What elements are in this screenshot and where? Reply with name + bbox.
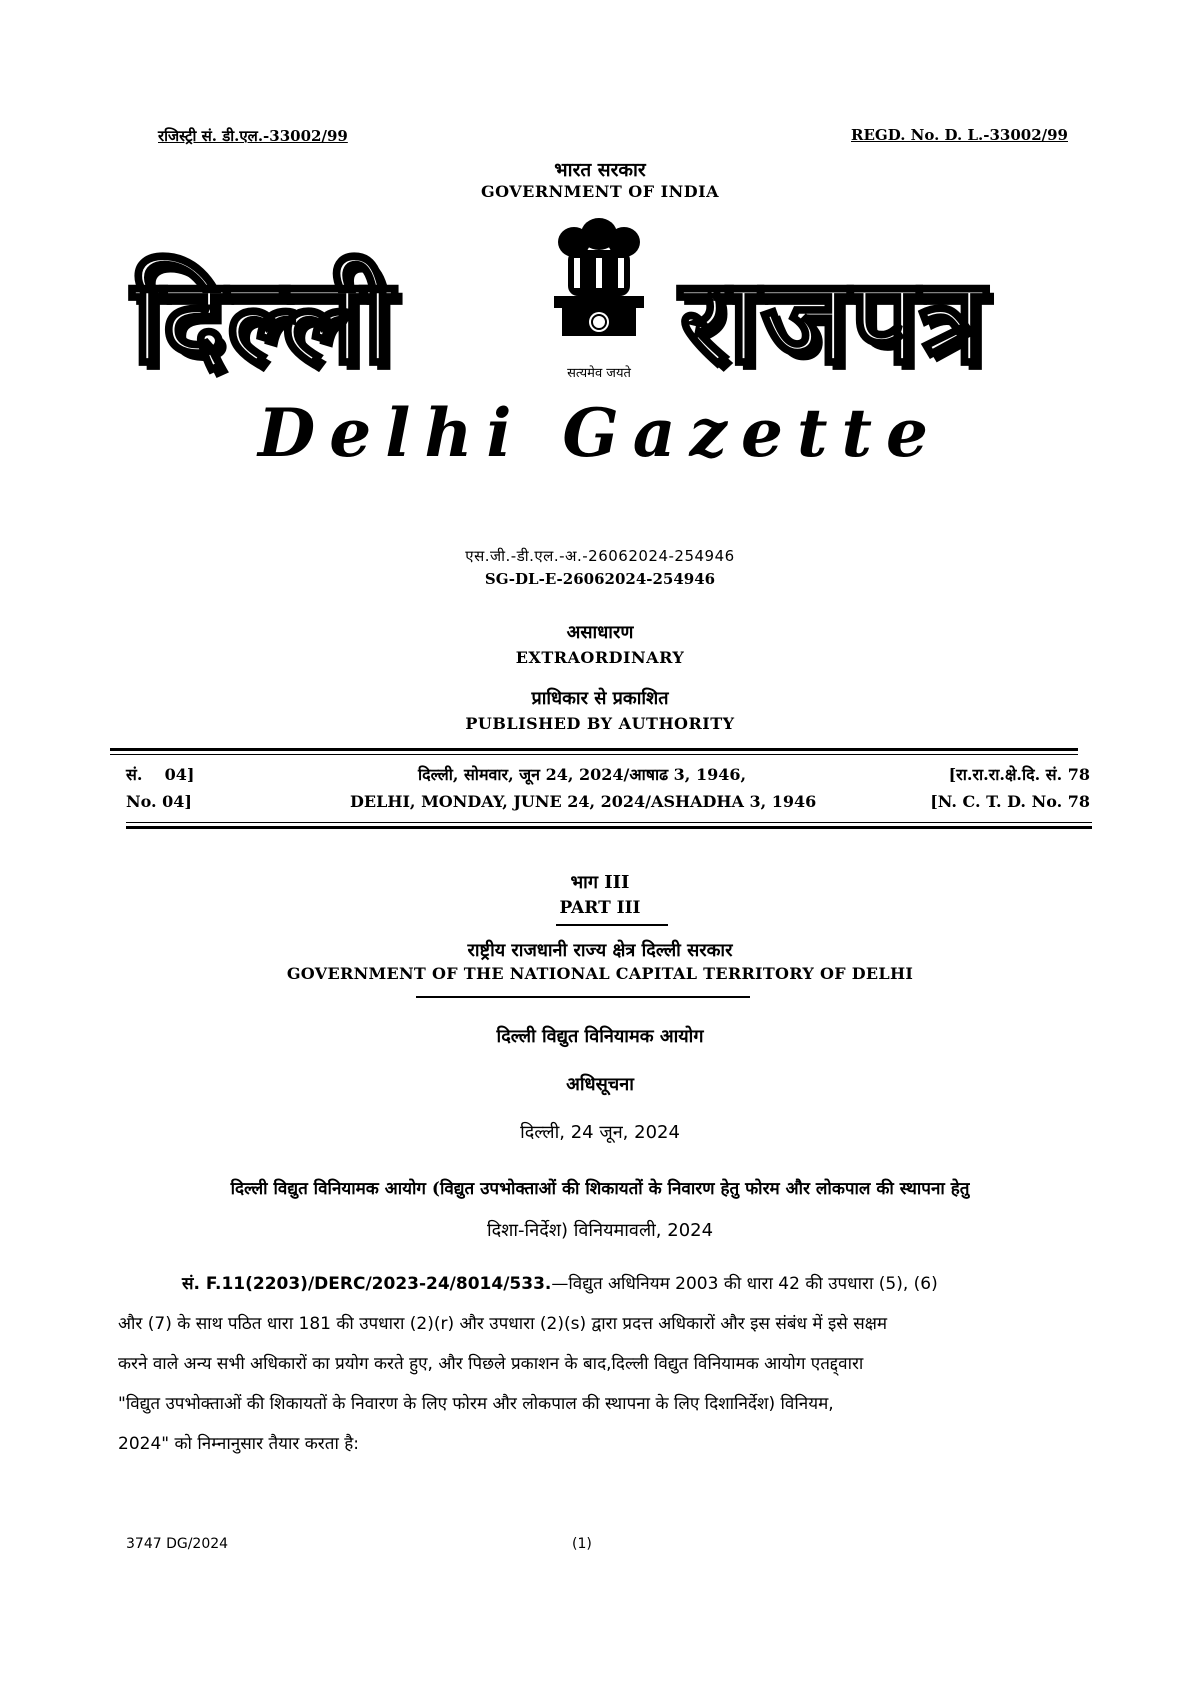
body-line-2: और (7) के साथ पठित धारा 181 की उपधारा (2)(r) और उपधारा (2)(s) द्वारा प्रदत्त अधिकारों और इस संबंध में इसे सक्षम — [118, 1314, 888, 1334]
notification-heading: अधिसूचना — [566, 1074, 634, 1095]
place-date: दिल्ली, 24 जून, 2024 — [520, 1122, 680, 1143]
issue-nctd-english: [N. C. T. D. No. 78 — [930, 792, 1090, 811]
government-hindi: भारत सरकार — [554, 159, 646, 181]
registration-hindi: रजिस्ट्री सं. डी.एल.-33002/99 — [158, 127, 348, 145]
body-line-5: 2024" को निम्नानुसार तैयार करता है: — [118, 1434, 360, 1454]
issue-date-english: DELHI, MONDAY, JUNE 24, 2024/ASHADHA 3, 1946 — [350, 792, 817, 811]
authority-english: PUBLISHED BY AUTHORITY — [465, 714, 735, 733]
rule-top-2 — [110, 754, 1078, 755]
department-hindi: राष्ट्रीय राजधानी राज्य क्षेत्र दिल्ली सरकार — [467, 940, 733, 961]
rule-bottom-1 — [126, 822, 1092, 823]
part-english: PART III — [559, 898, 641, 918]
gazette-id-hindi: एस.जी.-डी.एल.-अ.-26062024-254946 — [465, 547, 735, 565]
regulation-title-line2: दिशा-निर्देश) विनियमावली, 2024 — [486, 1220, 714, 1241]
reference-number: सं. F.11(2203)/DERC/2023-24/8014/533. — [182, 1274, 552, 1294]
issue-number-hindi: सं. 04] — [126, 765, 195, 784]
masthead-hindi-right: राजपत्र — [680, 252, 987, 390]
part-hindi: भाग III — [570, 872, 630, 893]
masthead-hindi-left: दिल्ली — [132, 252, 396, 390]
department-english: GOVERNMENT OF THE NATIONAL CAPITAL TERRITORY OF DELHI — [286, 964, 914, 983]
classification-english: EXTRAORDINARY — [515, 648, 685, 667]
issue-nctd-hindi: [रा.रा.रा.क्षे.दि. सं. 78 — [948, 765, 1090, 784]
regulation-title-line1: दिल्ली विद्युत विनियामक आयोग (विद्युत उपभोक्ताओं की शिकायतों के निवारण हेतु फोरम और लोकपाल की स्थापना हेतु — [230, 1179, 970, 1199]
rule-bottom-2 — [126, 826, 1092, 829]
body-line-3: करने वाले अन्य सभी अधिकारों का प्रयोग करते हुए, और पिछले प्रकाशन के बाद,दिल्ली विद्युत विनियामक आयोग एतद्द्वारा — [118, 1354, 864, 1374]
national-emblem-icon — [540, 208, 658, 358]
emblem-motto: सत्यमेव जयते — [567, 366, 631, 381]
government-english: GOVERNMENT OF INDIA — [480, 182, 720, 201]
department-underline — [416, 996, 750, 998]
gazette-id-english: SG-DL-E-26062024-254946 — [484, 570, 716, 588]
part-underline — [556, 924, 668, 926]
body-line-4: "विद्युत उपभोक्ताओं की शिकायतों के निवारण के लिए फोरम और लोकपाल की स्थापना के लिए दिशानिर्देश) विनियम, — [118, 1394, 834, 1414]
issue-number-english: No. 04] — [126, 792, 192, 811]
footer-code: 3747 DG/2024 — [126, 1536, 229, 1552]
authority-hindi: प्राधिकार से प्रकाशित — [531, 688, 669, 709]
classification-hindi: असाधारण — [566, 622, 634, 643]
body-line-1-text: —विद्युत अधिनियम 2003 की धारा 42 की उपधारा (5), (6) — [551, 1274, 938, 1294]
body-paragraph — [118, 1264, 1108, 1464]
registration-english: REGD. No. D. L.-33002/99 — [851, 126, 1068, 144]
issue-date-hindi: दिल्ली, सोमवार, जून 24, 2024/आषाढ 3, 1946, — [418, 765, 747, 784]
footer-page-number: (1) — [572, 1536, 592, 1552]
masthead-english: Delhi Gazette — [258, 394, 942, 472]
rule-top-1 — [110, 748, 1078, 751]
body-line-1 — [118, 1264, 1108, 1304]
commission-name: दिल्ली विद्युत विनियामक आयोग — [496, 1026, 704, 1047]
